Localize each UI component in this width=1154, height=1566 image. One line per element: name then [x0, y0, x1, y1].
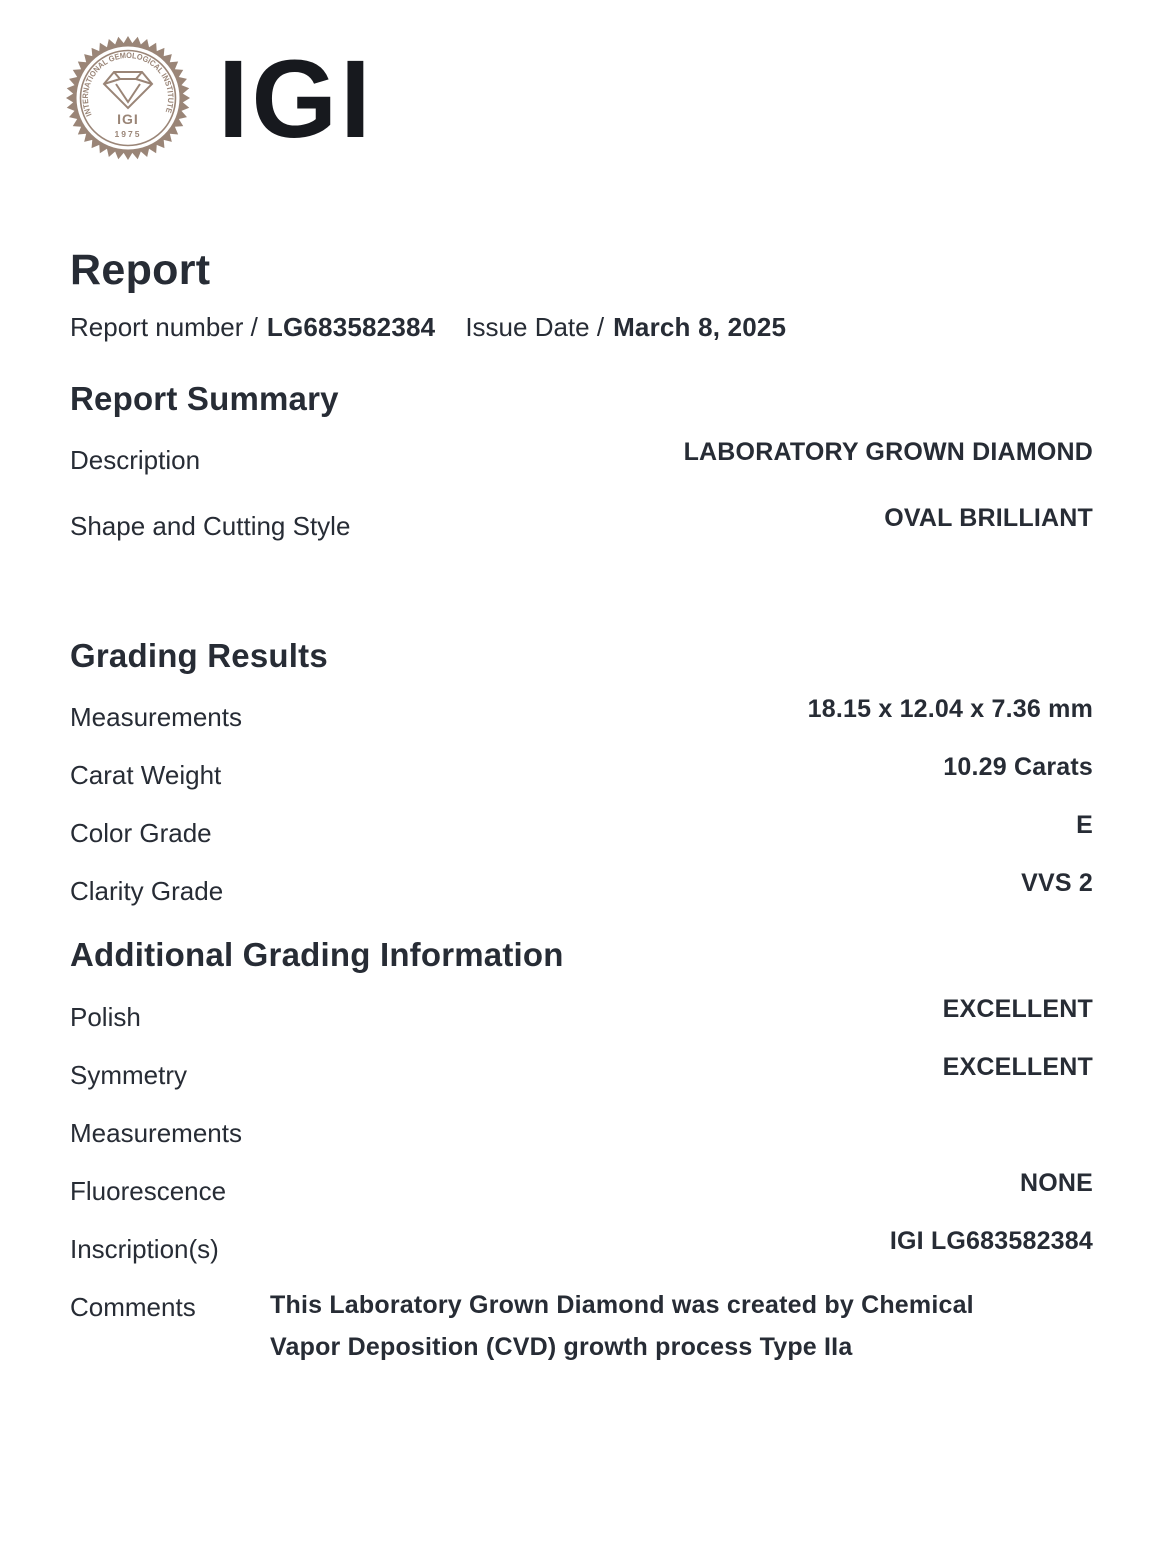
row-color-grade	[70, 810, 1093, 868]
row-label: Measurements	[70, 1117, 242, 1148]
row-label: Color Grade	[70, 818, 212, 849]
row-fluorescence	[70, 1168, 1093, 1226]
row-clarity-grade	[70, 868, 1093, 926]
seal-monogram: IGI	[117, 111, 139, 127]
row-carat-weight	[70, 752, 1093, 810]
section-rows	[70, 994, 1093, 1361]
page-title: Report	[70, 246, 211, 294]
section-report-summary	[70, 378, 1093, 569]
row-value: LABORATORY GROWN DIAMOND	[683, 438, 1093, 467]
row-label: Comments	[70, 1291, 196, 1322]
row-label: Polish	[70, 1001, 141, 1032]
report-number	[70, 311, 435, 345]
row-value: E	[1076, 811, 1093, 840]
section-rows	[70, 694, 1093, 926]
issue-date-label: Issue Date /	[465, 312, 605, 342]
seal-year: 1975	[114, 129, 142, 139]
row-label: Symmetry	[70, 1059, 187, 1090]
row-symmetry	[70, 1052, 1093, 1110]
row-value: EXCELLENT	[942, 1052, 1093, 1081]
row-label: Carat Weight	[70, 760, 222, 791]
issue-date	[465, 311, 786, 345]
row-value: 18.15 x 12.04 x 7.36 mm	[807, 695, 1093, 724]
row-label: Fluorescence	[70, 1175, 227, 1206]
row-value: VVS 2	[1021, 869, 1093, 898]
row-label: Inscription(s)	[70, 1233, 219, 1264]
section-rows	[70, 437, 1093, 569]
row-polish	[70, 994, 1093, 1052]
row-label: Measurements	[70, 702, 242, 733]
row-value: 10.29 Carats	[943, 753, 1093, 782]
seal-ring-text: INTERNATIONAL GEMOLOGICAL INSTITUTE	[80, 50, 176, 118]
issue-date-value: March 8, 2025	[613, 312, 787, 342]
report-number-value: LG683582384	[266, 312, 436, 342]
report-number-label: Report number /	[70, 312, 258, 342]
row-value: This Laboratory Grown Diamond was created by Chemical Vapor Deposition (CVD) growth process Type IIa	[270, 1290, 974, 1361]
row-label: Clarity Grade	[70, 876, 224, 907]
section-heading: Grading Results	[70, 637, 328, 675]
section-heading: Report Summary	[70, 379, 339, 417]
report-meta	[70, 311, 1093, 345]
igi-wordmark: IGI	[218, 38, 374, 161]
section-heading: Additional Grading Information	[70, 936, 564, 974]
row-value: NONE	[1019, 1168, 1093, 1197]
row-label: Description	[70, 445, 201, 476]
row-value: EXCELLENT	[942, 994, 1093, 1023]
row-description	[70, 437, 1093, 503]
row-shape-cutting-style	[70, 503, 1093, 569]
brand-header	[0, 0, 1154, 162]
section-grading-results	[70, 635, 1093, 926]
row-label: Shape and Cutting Style	[70, 511, 351, 542]
row-inscriptions	[70, 1226, 1093, 1284]
row-measurements-additional	[70, 1110, 1093, 1168]
row-value: OVAL BRILLIANT	[884, 504, 1093, 533]
row-value: IGI LG683582384	[889, 1226, 1093, 1255]
row-measurements	[70, 694, 1093, 752]
section-additional-grading	[70, 934, 1093, 1361]
report-body	[0, 246, 1154, 1361]
row-comments	[70, 1284, 1093, 1361]
igi-seal-icon	[64, 34, 192, 162]
